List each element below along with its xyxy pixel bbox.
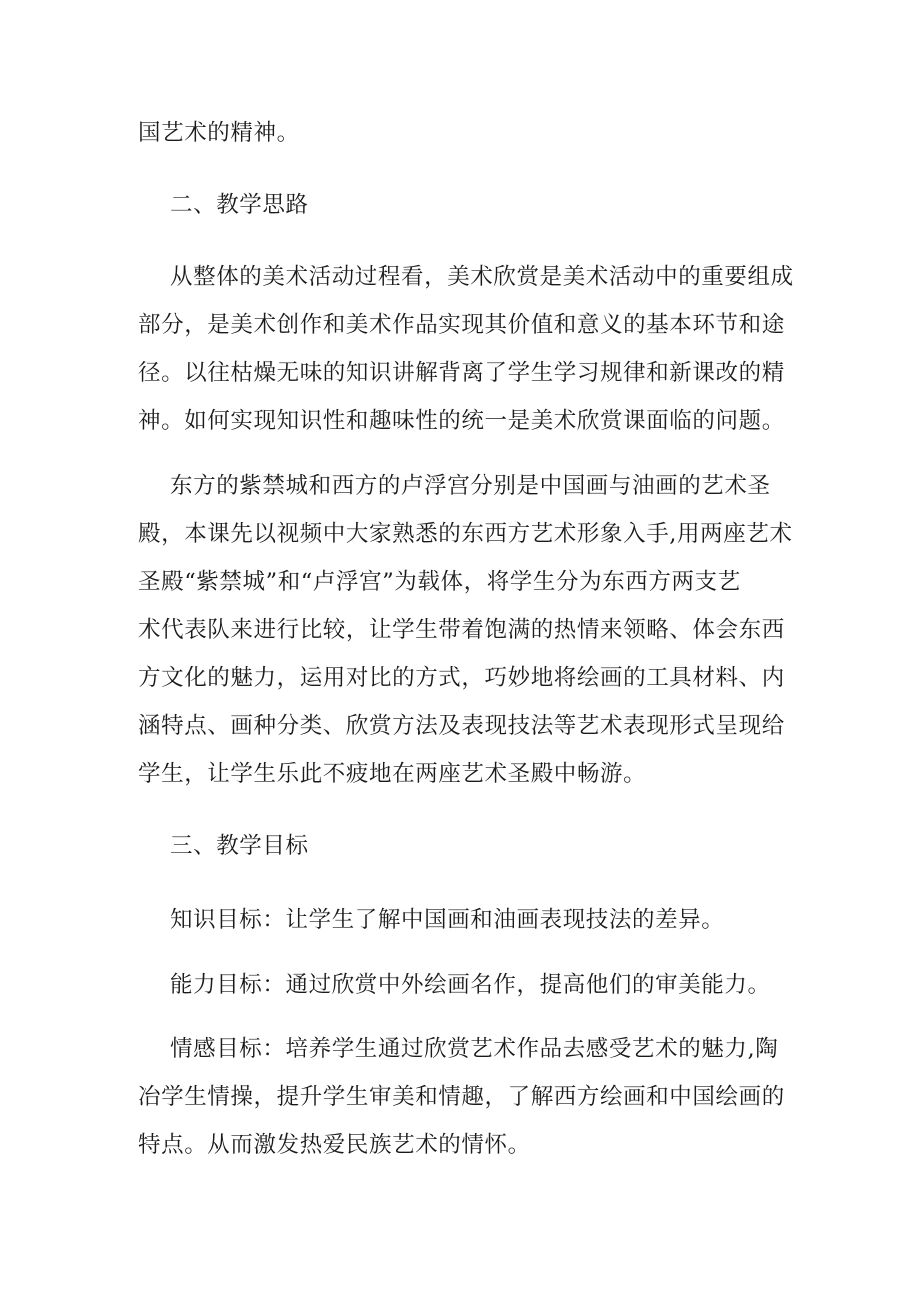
text-line: 神。如何实现知识性和趣味性的统一是美术欣赏课面临的问题。 — [138, 408, 785, 434]
text-line: 东方的紫禁城和西方的卢浮宫分别是中国画与油画的艺术圣 — [170, 473, 771, 499]
text-line: 术代表队来进行比较，让学生带着饱满的热情来领略、体会东西 — [138, 617, 785, 643]
section-heading-teaching-objectives: 三、教学目标 — [170, 833, 309, 859]
text-line: 特点。从而激发热爱民族艺术的情怀。 — [138, 1132, 531, 1158]
text-line: 部分，是美术创作和美术作品实现其价值和意义的基本环节和途 — [138, 312, 785, 338]
text-line: 能力目标：通过欣赏中外绘画名作，提高他们的审美能力。 — [170, 972, 771, 998]
text-line: 径。以往枯燥无味的知识讲解背离了学生学习规律和新课改的精 — [138, 360, 785, 386]
text-line: 殿，本课先以视频中大家熟悉的东西方艺术形象入手,用两座艺术 — [138, 521, 793, 547]
text-line: 情感目标：培养学生通过欣赏艺术作品去感受艺术的魅力,陶 — [170, 1036, 779, 1062]
text-line: 涵特点、画种分类、欣赏方法及表现技法等艺术表现形式呈现给 — [138, 713, 785, 739]
text-line: 圣殿“紫禁城”和“卢浮宫”为载体，将学生分为东西方两支艺 — [138, 569, 741, 595]
text-line: 学生，让学生乐此不疲地在两座艺术圣殿中畅游。 — [138, 761, 647, 787]
text-line: 知识目标：让学生了解中国画和油画表现技法的差异。 — [170, 907, 725, 933]
text-line: 冶学生情操，提升学生审美和情趣，了解西方绘画和中国绘画的 — [138, 1084, 785, 1110]
text-line: 方文化的魅力，运用对比的方式，巧妙地将绘画的工具材料、内 — [138, 665, 785, 691]
text-line: 从整体的美术活动过程看，美术欣赏是美术活动中的重要组成 — [170, 264, 794, 290]
text-line: 国艺术的精神。 — [138, 120, 300, 146]
section-heading-teaching-approach: 二、教学思路 — [170, 192, 309, 218]
